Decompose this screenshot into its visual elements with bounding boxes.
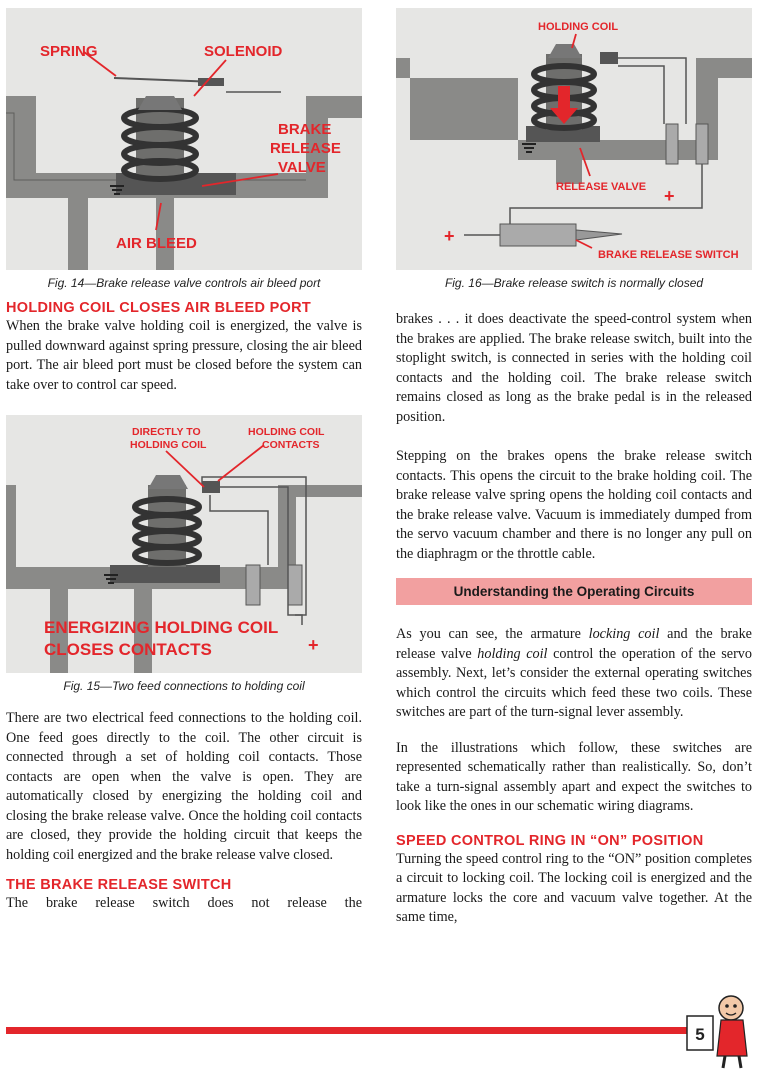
arrow-shaft [558, 86, 570, 108]
connector-left [246, 565, 260, 605]
label-energizing-2: CLOSES CONTACTS [44, 640, 212, 659]
section-banner: Understanding the Operating Circuits [396, 578, 752, 605]
paragraph-holding-coil-2: There are two electrical feed connections to the holding coil. One feed goes directly to the coil. The other circuit is connected through a set of holding coil contacts. Those contacts are open when the valve is open. They are automatically closed by energizing the holding coil and closing the brake release valve. Once the holding coil contacts are closed, they provide the holding circuit that keeps the holding coil energized and the brake release valve closed. [6, 710, 362, 863]
mascot-head [719, 996, 743, 1020]
paragraph-speed-ring: Turning the speed control ring to the “ON” position completes a circuit to locking coil. The locking coil is energized and the armature locks the core and vacuum valve together. At the same time, [396, 850, 752, 925]
plus-terminal: + [308, 635, 319, 655]
contact-block [198, 78, 224, 86]
coil-top [548, 44, 582, 58]
contacts-block [600, 52, 618, 64]
text-run: and the brake release valve [396, 626, 752, 662]
paragraph-operating-1 [396, 625, 752, 723]
emphasis-holding-coil: holding coil [477, 645, 548, 662]
left-column [6, 8, 362, 926]
figure-14-caption: Fig. 14—Brake release valve controls air bleed port [47, 276, 321, 290]
label-holding-coil: HOLDING COIL [130, 439, 207, 451]
label-holding-coil-2: HOLDING COIL [248, 426, 325, 438]
emphasis-locking-coil: locking coil [588, 626, 660, 642]
figure-14 [6, 8, 362, 270]
figure-16 [396, 8, 752, 270]
connector-right [288, 565, 302, 605]
figure-16-diagram [396, 8, 752, 270]
plus-terminal-1: + [664, 186, 675, 206]
mascot-eye [733, 1004, 737, 1008]
page-number: 5 [695, 1025, 705, 1044]
figure-15-diagram [6, 415, 362, 673]
figure-15-caption: Fig. 15—Two feed connections to holding coil [63, 679, 305, 693]
wire-a [618, 58, 686, 124]
brake-release-switch [500, 224, 576, 246]
label-release-valve: RELEASE VALVE [556, 181, 647, 193]
heading-holding-coil: HOLDING COIL CLOSES AIR BLEED PORT [6, 300, 312, 316]
footer-rule [6, 1027, 690, 1034]
mascot-eye [725, 1004, 729, 1008]
wire-b [618, 66, 664, 124]
connector-left [666, 124, 678, 164]
text-run: As you can see, the armature [396, 626, 589, 642]
paragraph-holding-coil-1: When the brake valve holding coil is energized, the valve is pulled downward against spring pressure, closing the air bleed port. The air bleed port must be closed before the system can take over to control car speed. [6, 318, 362, 393]
mascot-page-number [685, 990, 755, 1070]
right-column [396, 8, 752, 940]
label-valve: VALVE [278, 159, 326, 176]
label-spring: SPRING [40, 43, 98, 60]
paragraph-operating-2: In the illustrations which follow, these switches are represented schematically rather than realistically. So, don’t take a turn-signal assembly apart and expect the switches to look like the ones in our schematic wiring diagrams. [396, 739, 752, 814]
label-brake-release-switch: BRAKE RELEASE SWITCH [598, 249, 739, 261]
label-energizing-1: ENERGIZING HOLDING COIL [44, 618, 279, 637]
paragraph-brake-release-cont: brakes . . . it does deactivate the speed-control system when the brakes are applied. The brake release switch, built into the stoplight switch, is connected in series with the holding coil contacts and the holding coil. The brake release switch remains closed as long as the brake pedal is in the released position. [396, 311, 752, 425]
label-brake: BRAKE [278, 121, 332, 138]
mascot-leg [723, 1056, 725, 1068]
wire-c [210, 495, 268, 565]
label-directly-to: DIRECTLY TO [132, 426, 201, 438]
heading-brake-release: THE BRAKE RELEASE SWITCH [6, 877, 232, 893]
valve-plate [110, 565, 220, 583]
figure-15 [6, 415, 362, 673]
mascot-leg [739, 1056, 741, 1068]
label-solenoid: SOLENOID [204, 43, 283, 60]
plus-terminal-2: + [444, 226, 455, 246]
coil-top [148, 475, 188, 489]
label-air-bleed: AIR BLEED [116, 235, 197, 252]
text-run: control the operation of the servo assembly. Next, let’s consider the external operating switches which control the circuits which feed these two coils. These switches are part of the turn-signal lever assembly. [396, 645, 752, 720]
mascot-body [717, 1020, 747, 1056]
paragraph-brake-release-2: Stepping on the brakes opens the brake release switch contacts. This opens the circuit to the brake holding coil. The brake release valve spring opens the holding coil contacts and the brake release valve. Vacuum is immediately dumped from the servo vacuum chamber and there is no longer any pull on the diaphragm or the throttle cable. [396, 448, 752, 562]
figure-16-caption: Fig. 16—Brake release switch is normally closed [444, 276, 704, 290]
label-holding-coil: HOLDING COIL [538, 21, 619, 33]
label-contacts: CONTACTS [262, 439, 320, 451]
connector-right [696, 124, 708, 164]
figure-14-diagram [6, 8, 362, 270]
contacts-block [202, 481, 220, 493]
paragraph-brake-release-start: The brake release switch does not release the [6, 895, 362, 911]
heading-speed-ring: SPEED CONTROL RING IN “ON” POSITION [396, 832, 704, 849]
switch-plunger [576, 230, 622, 240]
label-release: RELEASE [270, 140, 341, 157]
